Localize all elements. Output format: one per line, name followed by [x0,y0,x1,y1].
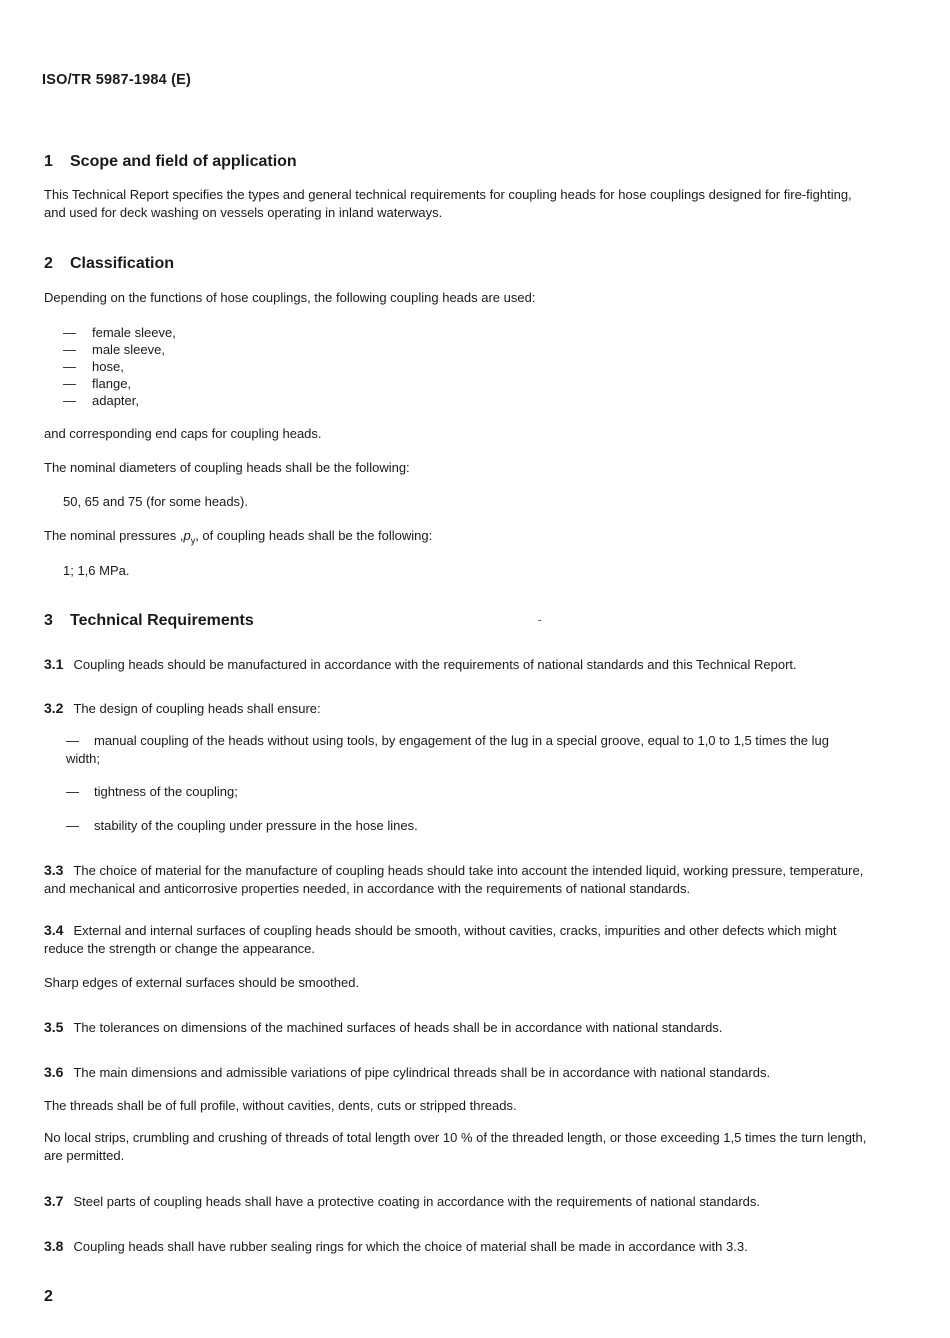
section-title: Scope and field of application [70,153,297,170]
section-1-heading [44,153,297,171]
list-item: — adapter, [63,393,139,408]
coupling-heads-list [63,324,176,409]
diameters-intro: The nominal diameters of coupling heads shall be the following: [44,460,410,475]
list-item: — male sleeve, [63,342,165,357]
pressures-values: 1; 1,6 MPa. [63,563,130,578]
scope-paragraph: This Technical Report specifies the types and general technical requirements for coupling heads for hose couplings designed for fire-fighting, and used for deck washing on vessels operating in inland waterways. [44,187,852,220]
pressure-symbol: p [183,528,191,543]
dash-bullet: — [63,325,76,340]
clause-3-6-third: No local strips, crumbling and crushing of threads of total length over 10 % of the threaded length, or those exceeding 1,5 times the turn length, are permitted. [44,1130,867,1163]
clause-3-3: 3.3 The choice of material for the manufacture of coupling heads should take into account the intended liquid, working pressure, temperature, and mechanical and anticorrosive properties needed, in accordance with the requirements of national standards. [44,862,864,896]
list-item: — hose, [63,359,124,374]
clause-3-5: 3.5 The tolerances on dimensions of the machined surfaces of heads shall be in accordance with national standards. [44,1019,723,1035]
section-title: Classification [70,255,175,272]
dash-bullet: — [66,818,79,833]
section-2-heading [44,255,174,273]
clause-3-8: 3.8 Coupling heads shall have rubber sealing rings for which the choice of material shall be made in accordance with 3.3. [44,1238,748,1254]
dash-bullet: — [66,733,79,748]
diameters-values: 50, 65 and 75 (for some heads). [63,494,249,509]
list-item: — tightness of the coupling; [66,784,238,799]
scan-speck [538,620,541,621]
document-id: ISO/TR 5987-1984 (E) [42,72,192,88]
clause-3-7: 3.7 Steel parts of coupling heads shall have a protective coating in accordance with the requirements of national standards. [44,1193,760,1209]
dash-bullet: — [63,393,76,408]
section-number: 3 [44,612,53,629]
clause-3-6: 3.6 The main dimensions and admissible variations of pipe cylindrical threads shall be in accordance with national standards. [44,1064,771,1080]
pressures-intro: The nominal pressures $,p_y$, of coupling heads shall be the following: [44,528,433,546]
dash-bullet: — [63,342,76,357]
list-item: — manual coupling of the heads without using tools, by engagement of the lug in a special groove, equal to 1,0 to 1,5 times the lug width; [66,733,829,766]
section-number: 1 [44,153,53,170]
list-item: — stability of the coupling under pressure in the hose lines. [66,818,418,833]
clause-3-4: 3.4 External and internal surfaces of coupling heads should be smooth, without cavities, cracks, impurities and other defects which might reduce the strength or change the appearance. [44,922,837,956]
clause-3-6-second: The threads shall be of full profile, without cavities, dents, cuts or stripped threads. [44,1098,517,1113]
section-number: 2 [44,255,53,272]
clause-3-4-second: Sharp edges of external surfaces should be smoothed. [44,975,360,990]
list-item: — flange, [63,376,132,391]
dash-bullet: — [63,359,76,374]
end-caps-paragraph: and corresponding end caps for coupling heads. [44,426,322,441]
section-title: Technical Requirements [70,612,254,629]
classification-intro: Depending on the functions of hose couplings, the following coupling heads are used: [44,290,536,305]
dash-bullet: — [66,784,79,799]
clause-3-1: 3.1 Coupling heads should be manufactured in accordance with the requirements of national standards and this Technical Report. [44,656,797,672]
page-number: 2 [44,1288,53,1305]
clause-3-2: 3.2 The design of coupling heads shall ensure: [44,700,321,716]
dash-bullet: — [63,376,76,391]
list-item: — female sleeve, [63,325,176,340]
section-3-heading [44,612,254,630]
